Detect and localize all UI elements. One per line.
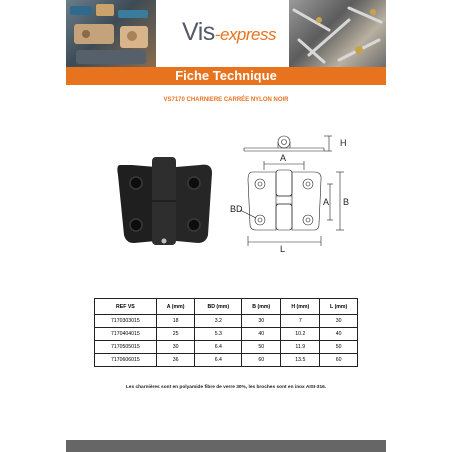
table-cell: 5.3	[195, 328, 242, 341]
table-cell: 30	[156, 341, 195, 354]
table-row	[95, 341, 358, 354]
table-row	[95, 328, 358, 341]
table-cell: 7170606015	[95, 354, 157, 367]
table-cell: 7170404015	[95, 328, 157, 341]
specs-table	[94, 298, 358, 367]
table-header-cell: H (mm)	[281, 299, 320, 315]
technical-drawing	[232, 128, 352, 252]
table-cell: 6.4	[195, 354, 242, 367]
table-cell: 50	[242, 341, 281, 354]
footer-bar	[66, 440, 386, 452]
table-cell: 7170303015	[95, 315, 157, 328]
product-title: VS7170 CHARNIERE CARRÉE NYLON NOIR	[163, 97, 289, 103]
banner-title: Fiche Technique	[175, 68, 277, 83]
brand-logo: Vis-express	[182, 18, 276, 46]
table-cell: 40	[320, 328, 358, 341]
label-h: H	[340, 138, 347, 148]
table-cell: 30	[320, 315, 358, 328]
table-cell: 50	[320, 341, 358, 354]
table-cell: 18	[156, 315, 195, 328]
label-bd: BD	[230, 204, 243, 214]
label-l: L	[280, 244, 286, 254]
table-cell: 13.5	[281, 354, 320, 367]
table-header-cell: B (mm)	[242, 299, 281, 315]
table-cell: 30	[242, 315, 281, 328]
table-header-cell: BD (mm)	[195, 299, 242, 315]
table-row	[95, 354, 358, 367]
label-a-side: A	[323, 197, 330, 207]
table-cell: 40	[242, 328, 281, 341]
header-photo-screws	[289, 0, 386, 67]
table-header-cell: A (mm)	[156, 299, 195, 315]
table-row	[95, 315, 358, 328]
label-b: B	[343, 197, 350, 207]
header-photo-tools	[66, 0, 156, 67]
table-header-cell: REF VS	[95, 299, 157, 315]
hinge-product-image	[112, 155, 220, 247]
label-a-top: A	[280, 153, 287, 163]
table-cell: 7170505015	[95, 341, 157, 354]
material-note: Les charnières sont en polyamide fibre de verre 30%, les broches sont en inox AISI-316.	[125, 385, 327, 390]
table-header-row	[95, 299, 358, 315]
table-cell: 3.2	[195, 315, 242, 328]
table-cell: 60	[320, 354, 358, 367]
table-cell: 10.2	[281, 328, 320, 341]
table-cell: 60	[242, 354, 281, 367]
table-cell: 36	[156, 354, 195, 367]
table-header-cell: L (mm)	[320, 299, 358, 315]
table-cell: 6.4	[195, 341, 242, 354]
table-cell: 11.9	[281, 341, 320, 354]
table-cell: 7	[281, 315, 320, 328]
table-cell: 25	[156, 328, 195, 341]
